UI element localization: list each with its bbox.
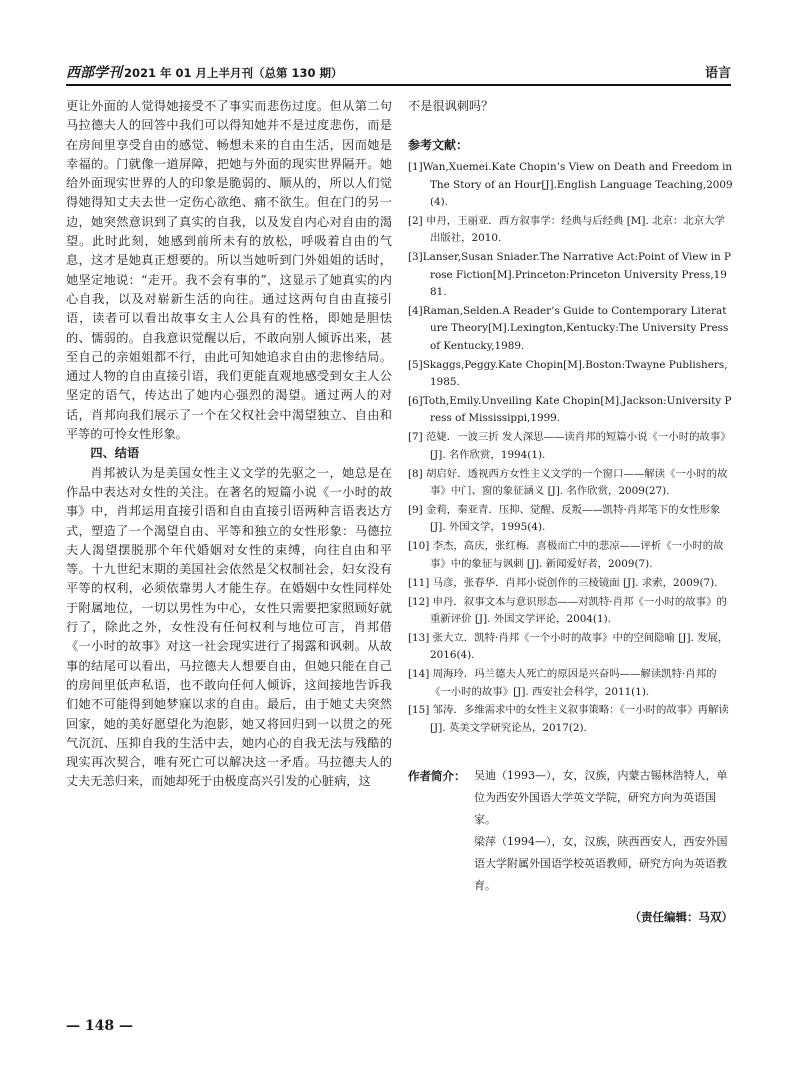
reference-item: [2] 申丹，王丽亚．西方叙事学：经典与后经典 [M]. 北京：北京大学出版社，2010.: [408, 215, 725, 245]
body-paragraph: 更让外面的人觉得她接受不了事实而悲伤过度。但从第二句马拉德夫人的回答中我们可以得知她并不是过度悲伤，而是在房间里享受自由的感觉、畅想未来的自由生活，因而她是幸福的。门就像一道屏障，把她与外面的现实世界隔开。她给外面现实世界的人的印象是脆弱的、顺从的，所以人们觉得她得知丈夫去世一定伤心欲绝、痛不欲生。但在门的另一边，她突然意识到了真实的自我，以及发自内心对自由的渴望。此时此刻，她感到前所未有的放松，呼吸着自由的气息，这才是她真正想要的。所以当她听到门外姐姐的话时，她坚定地说：“走开。我不会有事的”，这显示了她真实的内心自我，以及对崭新生活的向往。通过这两句自由直接引语，读者可以看出故事女主人公具有的性格，即她是胆怯的、懦弱的。自我意识觉醒以后，不敢向别人倾诉出来，甚至自己的亲姐姐都不行，由此可知她追求自由的悲惨结局。通过人物的自由直接引语，我们更能直观地感受到女主人公坚定的语气，传达出了她内心强烈的渴望。通过两人的对话，肖邦向我们展示了一个在父权社会中渴望独立、自由和平等的可怜女性形象。: [66, 99, 392, 442]
body-paragraph: 肖邦被认为是美国女性主义文学的先驱之一，她总是在作品中表达对女性的关注。在著名的短篇小说《一小时的故事》中，肖邦运用直接引语和自由直接引语两种言语表达方式，塑造了一个渴望自由、平等和独立的女性形象：马德拉夫人渴望摆脱那个年代婚姻对女性的束缚，向往自由和平等。十九世纪末期的美国社会依然是父权制社会，妇女没有平等的权利，必须依靠男人才能生存。在婚姻中女性同样处于附属地位，一切以男性为中心，女性只需要把家照顾好就行了，除此之外，女性没有任何权利与地位可言，肖邦借《一小时的故事》对这一社会现实进行了揭露和讽刺。从故事的结尾可以看出，马拉德夫人想要自由，但她只能在自己的房间里低声私语，也不敢向任何人倾诉，这间接地告诉我们她不可能得到她梦寐以求的自由。最后，由于她丈夫突然回家，她的美好愿望化为泡影，她又将回归到一以贯之的死气沉沉、压抑自我的生活中去，她内心的自我无法与残酷的现实再次契合，唯有死亡可以解决这一矛盾。马拉德夫人的丈夫无恙归来，而她却死于由极度高兴引发的心脏病，这: [66, 465, 392, 789]
reference-item: [11] 马彦，张春华．肖邦小说创作的三棱镜面 [J]. 求索，2009(7).: [408, 576, 718, 589]
section-heading: 四、结语: [90, 446, 140, 461]
author-label: 作者简介：: [408, 769, 466, 784]
section-label: 语言: [704, 66, 731, 81]
reference-item: [10] 李杰，高庆，张红梅．喜极而亡中的悲凉——评析《一小时的故事》中的象征与讽刺 [J]. 新闻爱好者，2009(7).: [408, 540, 724, 570]
right-column: [408, 97, 733, 925]
reference-list: [408, 159, 733, 737]
running-header: [66, 60, 731, 86]
journal-info: [66, 62, 343, 82]
reference-item: [4]Raman,Selden.A Reader’s Guide to Contemporary Literature Theory[M].Lexington,Kentucky:The University Press of Kentucky,1989.: [408, 305, 729, 352]
author-bio: 吴迪（1993—），女，汉族，内蒙古锡林浩特人，单位为西安外国语大学英文学院，研究方向为英语国家。: [474, 769, 728, 827]
left-column: [66, 97, 392, 792]
reference-item: [14] 周海玲．玛兰德夫人死亡的原因是兴奋吗——解读凯特·肖邦的《一小时的故事》[J]. 西安社会科学，2011(1).: [408, 668, 717, 698]
reference-item: [12] 申丹．叙事文本与意识形态——对凯特·肖邦《一小时的故事》的重新评价 [J]. 外国文学评论，2004(1).: [408, 595, 727, 625]
reference-item: [3]Lanser,Susan Sniader.The Narrative Act:Point of View in Prose Fiction[M].Princeton:Princeton University Press,1981.: [408, 251, 732, 299]
reference-item: [6]Toth,Emily.Unveiling Kate Chopin[M].Jackson:University Press of Mississippi,1999.: [408, 395, 732, 425]
issue-info: 2021 年 01 月上半月刊（总第 130 期）: [124, 66, 343, 80]
reference-item: [7] 范婕．一波三折 发人深思——读肖邦的短篇小说《一小时的故事》[J]. 名作欣赏，1994(1).: [408, 431, 731, 461]
responsible-editor: （责任编辑：马双）: [629, 910, 733, 925]
reference-item: [13] 张大立．凯特·肖邦《一个小时的故事》中的空间隐喻 [J]. 发展，2016(4).: [408, 631, 729, 662]
reference-item: [1]Wan,Xuemei.Kate Chopin’s View on Death and Freedom in The Story of an Hour[J].English Language Teaching,2009(4).: [408, 161, 733, 209]
journal-logo: 西部学刊: [66, 65, 122, 81]
reference-item: [9] 金莉，秦亚青．压抑、觉醒、反叛——凯特·肖邦笔下的女性形象 [J]. 外国文学，1995(4).: [408, 504, 721, 534]
references-title: 参考文献：: [408, 138, 469, 153]
page-number: — 148 —: [66, 1018, 133, 1034]
body-paragraph-continuation: 不是很讽刺吗？: [408, 99, 494, 113]
reference-item: [8] 胡启好．透视西方女性主义文学的一个窗口——解读《一小时的故事》中门、窗的象征涵义 [J]. 名作欣赏，2009(27).: [408, 467, 728, 498]
reference-item: [5]Skaggs,Peggy.Kate Chopin[M].Boston:Twayne Publishers, 1985.: [408, 358, 728, 389]
reference-item: [15] 邹涛．多维需求中的女性主义叙事策略：《一小时的故事》再解读 [J]. 英美文学研究论丛，2017(2).: [408, 704, 729, 734]
author-bio: 梁萍（1994—），女，汉族，陕西西安人，西安外国语大学附属外国语学校英语教师，研究方向为英语教育。: [474, 835, 728, 893]
author-info: [408, 765, 733, 897]
